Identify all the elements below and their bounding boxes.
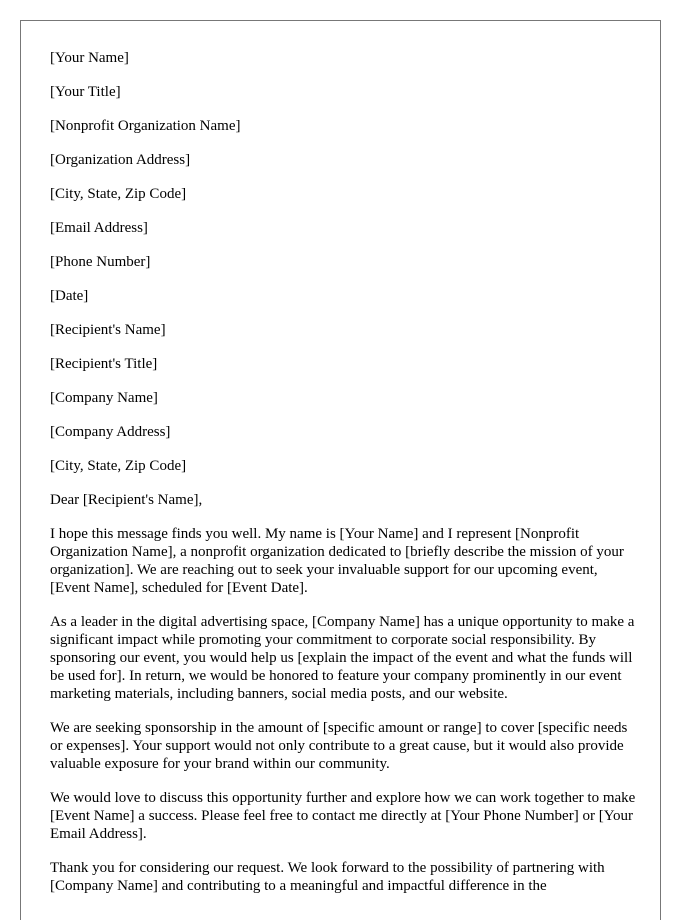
sender-city-state-zip: [City, State, Zip Code] xyxy=(50,186,187,202)
salutation: Dear [Recipient's Name], xyxy=(50,492,203,508)
body-paragraph-opportunity: As a leader in the digital advertising space, [Company Name] has a unique opportunity to make a significant impact while promoting your commitment to corporate social responsibility. By sponsoring our event, you would help us [explain the impact of the event and what the funds will be used for]. In return, we would be honored to feature your company prominently in our event marketing materials, including banners, social media posts, and our website. xyxy=(50,614,635,702)
recipient-name: [Recipient's Name] xyxy=(50,322,166,338)
letter-page xyxy=(20,20,661,920)
body-paragraph-closing: Thank you for considering our request. We look forward to the possibility of partnering with [Company Name] and contributing to a meaningful and impactful difference in the xyxy=(50,860,605,894)
sender-email: [Email Address] xyxy=(50,220,148,236)
sender-title: [Your Title] xyxy=(50,84,121,100)
body-paragraph-intro: I hope this message finds you well. My name is [Your Name] and I represent [Nonprofit Organization Name], a nonprofit organization dedicated to [briefly describe the mission of your organization]. We are reaching out to seek your invaluable support for our upcoming event, [Event Name], scheduled for [Event Date]. xyxy=(50,526,624,596)
letter-content xyxy=(50,49,640,911)
recipient-title: [Recipient's Title] xyxy=(50,356,158,372)
recipient-company: [Company Name] xyxy=(50,390,158,406)
body-paragraph-contact: We would love to discuss this opportunity further and explore how we can work together to make [Event Name] a success. Please feel free to contact me directly at [Your Phone Number] or [Your Email Address]. xyxy=(50,790,636,842)
sender-address: [Organization Address] xyxy=(50,152,191,168)
sender-name: [Your Name] xyxy=(50,50,129,66)
recipient-city-state-zip: [City, State, Zip Code] xyxy=(50,458,187,474)
letter-date: [Date] xyxy=(50,288,89,304)
sender-organization: [Nonprofit Organization Name] xyxy=(50,118,241,134)
body-paragraph-request: We are seeking sponsorship in the amount of [specific amount or range] to cover [specific needs or expenses]. Your support would not only contribute to a great cause, but it would also provide valuable exposure for your brand within our community. xyxy=(50,720,628,772)
recipient-address: [Company Address] xyxy=(50,424,171,440)
sender-phone: [Phone Number] xyxy=(50,254,151,270)
